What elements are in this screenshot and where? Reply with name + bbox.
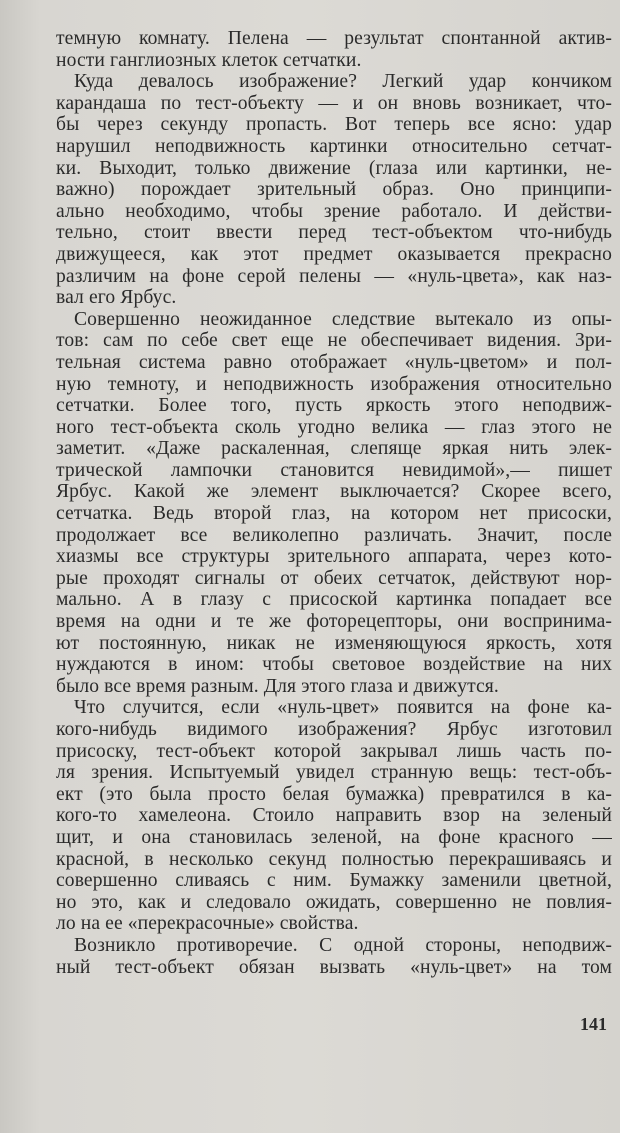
text-line: ально необходимо, чтобы зрение работало. И действи- <box>56 200 612 222</box>
page-number: 141 <box>580 1014 607 1034</box>
text-line: ют постоянную, никак не изменяющуюся яркость, хотя <box>56 632 612 654</box>
text-line: ности ганглиозных клеток сетчатки. <box>56 49 362 71</box>
body-text <box>56 28 612 978</box>
text-line: ного тест-объекта сколь угодно велика — глаз этого не <box>56 416 612 438</box>
text-line: бы через секунду пропасть. Вот теперь все ясно: удар <box>56 114 612 136</box>
text-line: нуждаются в ином: чтобы световое воздействие на них <box>56 654 612 676</box>
text-line: различим на фоне серой пелены — «нуль-цвета», как наз- <box>56 265 612 287</box>
text-line: совершенно сливаясь с ним. Бумажку заменили цветной, <box>56 870 612 892</box>
text-line: тельная система равно отображает «нуль-цветом» и пол- <box>56 351 612 373</box>
text-line: Ярбус. Какой же элемент выключается? Скорее всего, <box>56 481 612 503</box>
text-line: ки. Выходит, только движение (глаза или картинки, не- <box>56 157 612 179</box>
text-line: Возникло противоречие. С одной стороны, неподвиж- <box>74 934 612 956</box>
text-line: сетчатка. Ведь второй глаз, на котором нет присоски, <box>56 503 612 525</box>
text-line: Куда девалось изображение? Легкий удар кончиком <box>74 71 612 93</box>
text-line: трической лампочки становится невидимой»,— пишет <box>56 459 612 481</box>
text-line: важно) порождает зрительный образ. Оно принципи- <box>56 179 612 201</box>
text-line: было все время разным. Для этого глаза и движутся. <box>56 675 499 697</box>
text-line: щит, и она становилась зеленой, на фоне красного — <box>56 826 612 848</box>
text-line: ля зрения. Испытуемый увидел странную вещь: тест-объ- <box>56 762 612 784</box>
text-line: движущееся, как этот предмет оказывается прекрасно <box>56 243 612 265</box>
text-line: ную темноту, и неподвижность изображения относительно <box>56 373 612 395</box>
text-line: вал его Ярбус. <box>56 287 177 309</box>
text-line: продолжает все великолепно различать. Значит, после <box>56 524 612 546</box>
text-line: красной, в несколько секунд полностью перекрашиваясь и <box>56 848 612 870</box>
text-line: Совершенно неожиданное следствие вытекало из опы- <box>74 308 612 330</box>
text-line: Что случится, если «нуль-цвет» появится на фоне ка- <box>74 697 612 719</box>
text-line: присоску, тест-объект которой закрывал лишь часть по- <box>56 740 612 762</box>
text-line: мально. А в глазу с присоской картинка попадает все <box>56 589 612 611</box>
text-line: карандаша по тест-объекту — и он вновь возникает, что- <box>56 92 612 114</box>
text-line: но это, как и следовало ожидать, совершенно не повлия- <box>56 891 612 913</box>
text-line: тельно, стоит ввести перед тест-объектом что-нибудь <box>56 222 612 244</box>
text-line: тов: сам по себе свет еще не обеспечивает видения. Зри- <box>56 330 612 352</box>
text-line: темную комнату. Пелена — результат спонтанной актив- <box>56 28 612 49</box>
text-line: рые проходят сигналы от обеих сетчаток, действуют нор- <box>56 567 612 589</box>
text-line: кого-то хамелеона. Стоило направить взор на зеленый <box>56 805 612 827</box>
text-line: ло на ее «перекрасочные» свойства. <box>56 913 359 935</box>
text-line: хиазмы все структуры зрительного аппарата, через кото- <box>56 546 612 568</box>
text-line: время на одни и те же фоторецепторы, они воспринима- <box>56 611 612 633</box>
text-line: ект (это была просто белая бумажка) превратился в ка- <box>56 783 612 805</box>
text-line: сетчатки. Более того, пусть яркость этого неподвиж- <box>56 395 612 417</box>
text-line: кого-нибудь видимого изображения? Ярбус изготовил <box>56 719 612 740</box>
text-line: заметит. «Даже раскаленная, слепяще яркая нить элек- <box>56 438 612 460</box>
text-line: нарушил неподвижность картинки относительно сетчат- <box>56 135 612 157</box>
text-line: ный тест-объект обязан вызвать «нуль-цвет» на том <box>56 956 612 978</box>
